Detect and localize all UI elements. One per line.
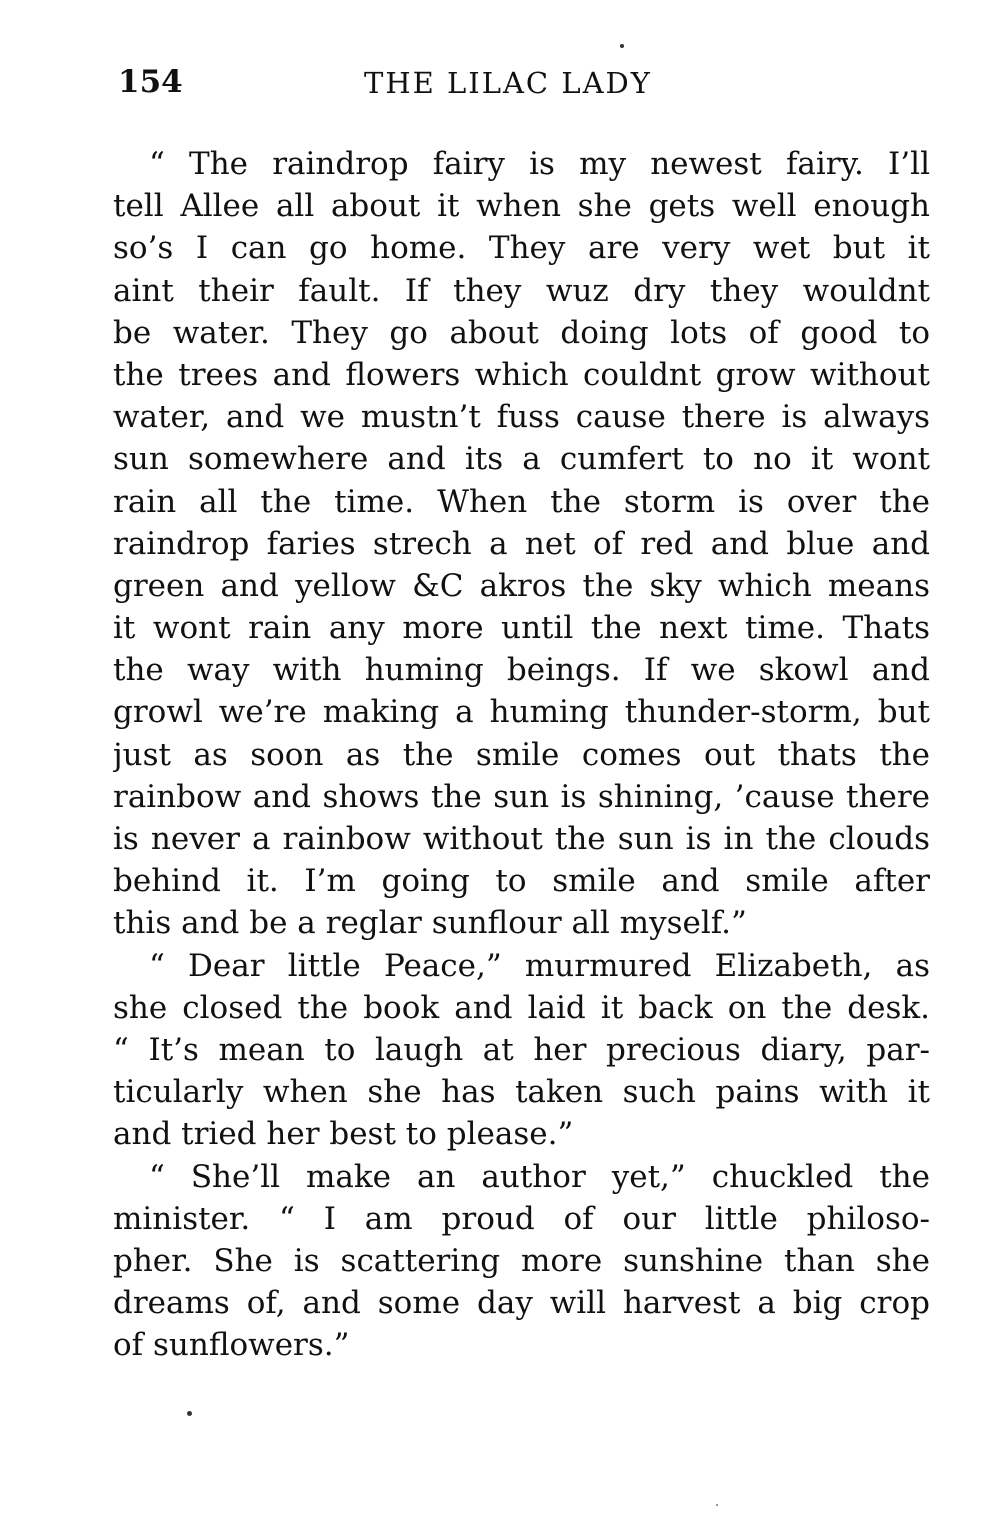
text-line: sun somewhere and its a cumfert to no it wont [113,441,930,478]
text-line: ticularly when she has taken such pains with it [113,1074,930,1111]
text-line: it wont rain any more until the next time. Thats [113,610,930,647]
text-line: rain all the time. When the storm is over the [113,483,930,520]
body-text [113,143,930,1366]
text-line: water, and we mustn’t fuss cause there is always [113,399,930,436]
paragraph [113,1156,930,1367]
text-line: just as soon as the smile comes out thats the [113,736,930,773]
paragraph [113,143,930,945]
text-line: green and yellow &C akros the sky which means [113,567,930,604]
text-line: “ Dear little Peace,” murmured Elizabeth, as [149,947,930,984]
text-line: this and be a reglar sunflour all myself.” [113,905,747,942]
text-line: she closed the book and laid it back on the desk. [113,989,930,1026]
text-line: aint their fault. If they wuz dry they wouldnt [113,272,930,309]
text-line: tell Allee all about it when she gets well enough [113,188,930,225]
print-speck [187,1411,192,1416]
text-line: the way with huming beings. If we skowl and [113,652,930,689]
text-line: and tried her best to please.” [113,1116,574,1153]
running-title: THE LILAC LADY [364,66,652,100]
text-line: rainbow and shows the sun is shining, ’cause there [113,778,930,815]
print-speck [620,44,624,48]
page-number: 154 [118,64,183,100]
paragraph [113,945,930,1156]
text-line: “ The raindrop fairy is my newest fairy. I’ll [149,146,930,182]
running-head [118,64,930,112]
text-line: “ It’s mean to laugh at her precious diary, par- [113,1031,930,1068]
text-line: pher. She is scattering more sunshine than she [113,1242,930,1279]
text-line: the trees and flowers which couldnt grow without [113,356,930,393]
text-line: is never a rainbow without the sun is in the clouds [113,821,930,857]
text-line: growl we’re making a huming thunder-storm, but [113,694,930,731]
text-line: raindrop faries strech a net of red and blue and [113,525,930,562]
text-line: minister. “ I am proud of our little philoso- [113,1200,930,1237]
text-line: behind it. I’m going to smile and smile after [113,863,930,900]
text-line: “ She’ll make an author yet,” chuckled the [149,1158,930,1195]
text-line: dreams of, and some day will harvest a big crop [113,1285,930,1322]
text-line: of sunflowers.” [113,1327,350,1364]
text-line: so’s I can go home. They are very wet but it [113,230,930,267]
print-speck [716,1504,718,1506]
text-line: be water. They go about doing lots of good to [113,314,930,351]
